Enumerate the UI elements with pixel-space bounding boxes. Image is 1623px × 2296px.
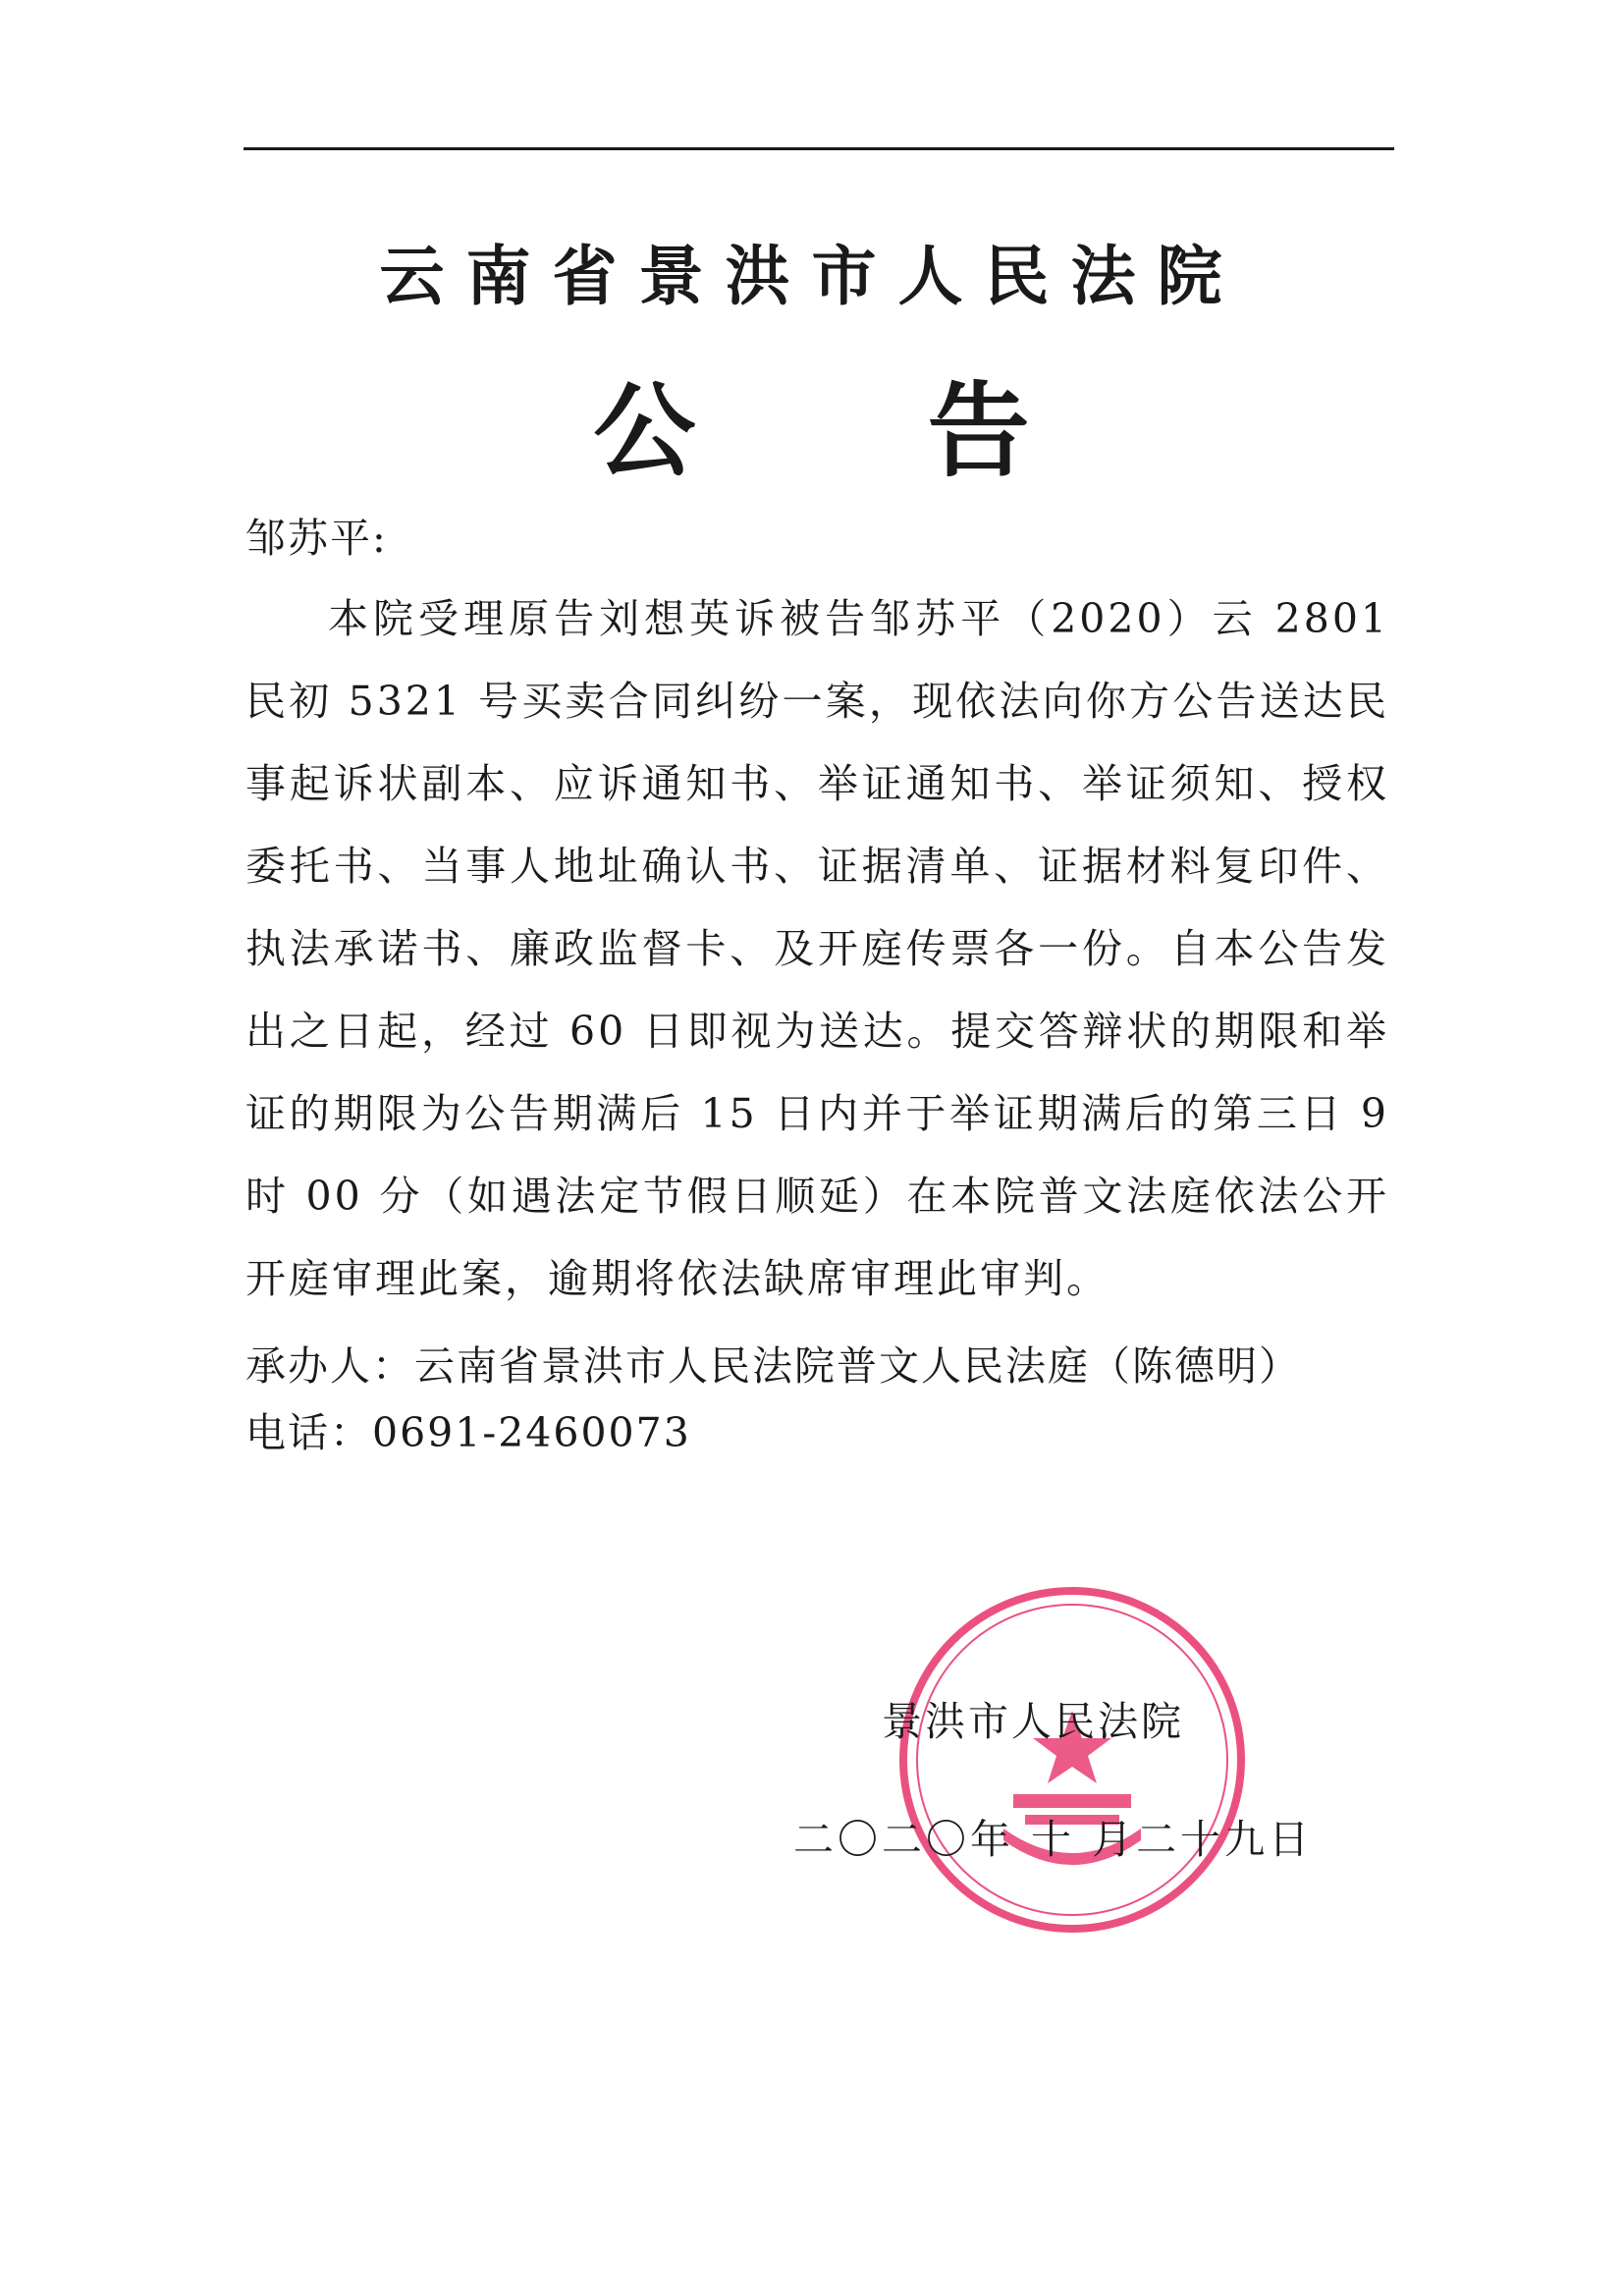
addressee: 邹苏平: — [245, 515, 388, 562]
notice-title: 公 告 — [593, 371, 1128, 491]
top-rule — [243, 147, 1394, 150]
court-seal-stamp — [895, 1583, 1249, 1937]
handler-line: 承办人：云南省景洪市人民法院普文人民法庭（陈德明） — [245, 1342, 1301, 1390]
court-name-heading: 云南省景洪市人民法院 — [379, 239, 1244, 314]
signing-date: 二〇二〇年 十 月二十九日 — [793, 1816, 1314, 1863]
phone-line: 电话：0691-2460073 — [245, 1409, 691, 1456]
signing-court: 景洪市人民法院 — [882, 1698, 1184, 1745]
notice-body: 本院受理原告刘想英诉被告邹苏平（2020）云 2801 民初 5321 号买卖合同纠纷一案，现依法向你方公告送达民事起诉状副本、应诉通知书、举证通知书、举证须知、授权委托书、当事人地址确认书、证据清单、证据材料复印件、执法承诺书、廉政监督卡、及开庭传票各一份。自本公告发出之日起，经过 60 日即视为送达。提交答辩状的期限和举证的期限为公告期满后 15 日内并于举证期满后的第三日 9 时 00 分（如遇法定节假日顺延）在本院普文法庭依法公开开庭审理此案，逾期将依法缺席审理此审判。 — [245, 595, 1389, 1302]
